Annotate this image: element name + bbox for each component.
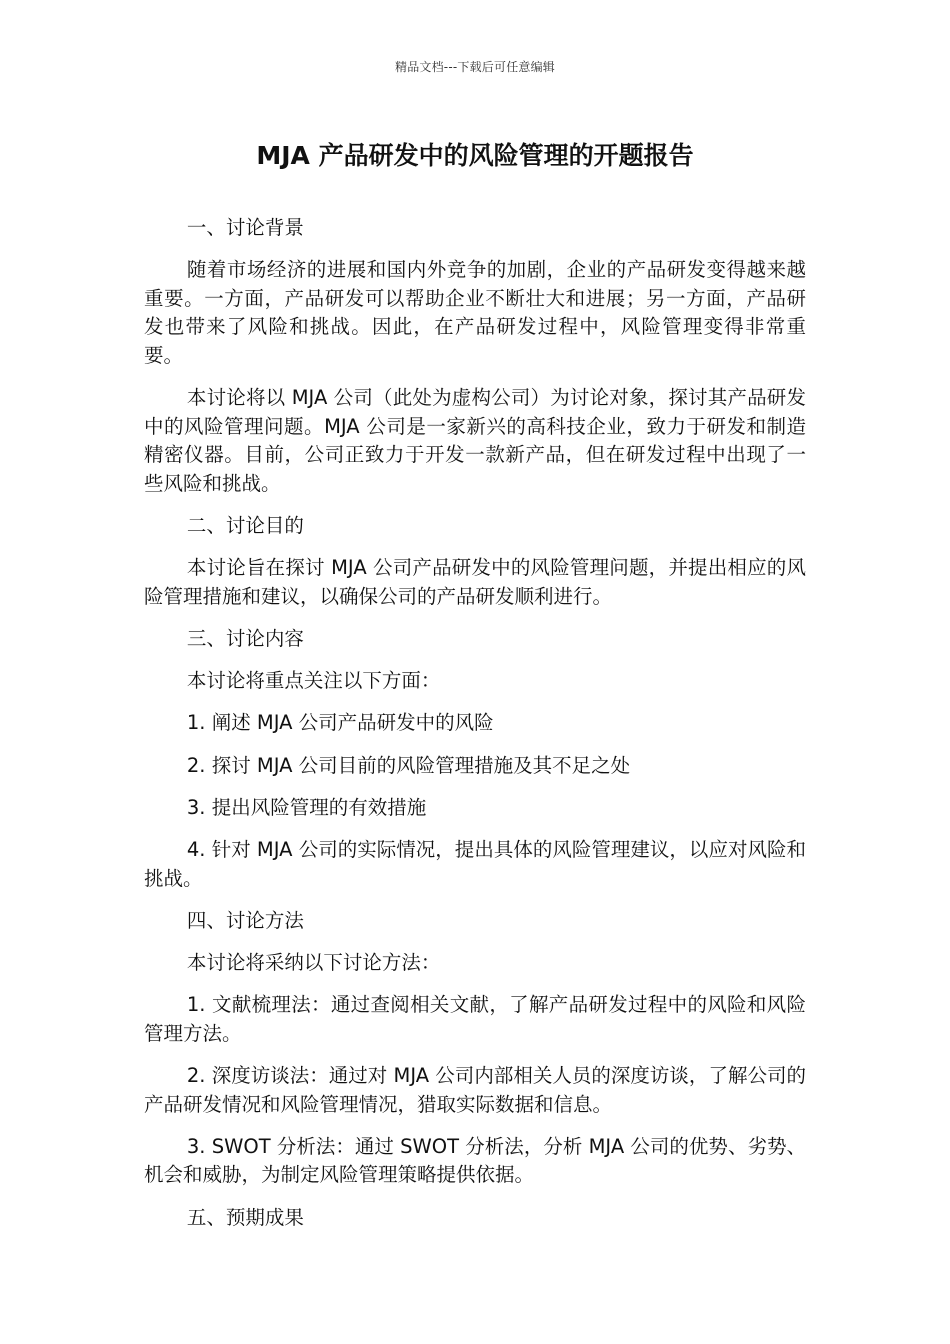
paragraph-content-intro: 本讨论将重点关注以下方面： [186,669,441,693]
list-item-content-4: 4. 针对 MJA 公司的实际情况，提出具体的风险管理建议，以应对风险和挑战。 [144,838,806,890]
list-item-content-2: 2. 探讨 MJA 公司目前的风险管理措施及其不足之处 [186,753,631,777]
list-item-method-1: 1. 文献梳理法：通过查阅相关文献，了解产品研发过程中的风险和风险管理方法。 [144,993,806,1045]
section-heading-methods: 四、讨论方法 [186,908,304,932]
list-item-method-2: 2. 深度访谈法：通过对 MJA 公司内部相关人员的深度访谈，了解公司的产品研发情况和风险管理情况，猎取实际数据和信息。 [144,1063,806,1116]
section-heading-content: 三、讨论内容 [186,627,304,651]
paragraph-background-1: 随着市场经济的进展和国内外竞争的加剧，企业的产品研发变得越来越重要。一方面，产品研发可以帮助企业不断壮大和进展；另一方面，产品研发也带来了风险和挑战。因此，在产品研发过程中，风险管理变得非常重要。 [144,258,806,367]
list-item-content-1: 1. 阐述 MJA 公司产品研发中的风险 [186,711,494,735]
document-title: MJA 产品研发中的风险管理的开题报告 [256,141,694,170]
paragraph-background-2: 本讨论将以 MJA 公司（此处为虚构公司）为讨论对象，探讨其产品研发中的风险管理问题。MJA 公司是一家新兴的高科技企业，致力于研发和制造精密仪器。目前，公司正致力于开发一款新产品，但在研发过程中出现了一些风险和挑战。 [144,386,806,495]
section-heading-outcomes: 五、预期成果 [186,1205,304,1229]
paragraph-purpose: 本讨论旨在探讨 MJA 公司产品研发中的风险管理问题，并提出相应的风险管理措施和建议，以确保公司的产品研发顺利进行。 [144,556,806,608]
header-note: 精品文档---下载后可任意编辑 [395,60,555,74]
section-heading-background: 一、讨论背景 [186,216,304,239]
list-item-content-3: 3. 提出风险管理的有效措施 [186,795,427,819]
document-body [144,214,806,1246]
paragraph-methods-intro: 本讨论将采纳以下讨论方法： [186,951,441,974]
list-item-method-3: 3. SWOT 分析法：通过 SWOT 分析法，分析 MJA 公司的优势、劣势、机会和威胁，为制定风险管理策略提供依据。 [144,1134,806,1187]
section-heading-purpose: 二、讨论目的 [186,514,304,538]
